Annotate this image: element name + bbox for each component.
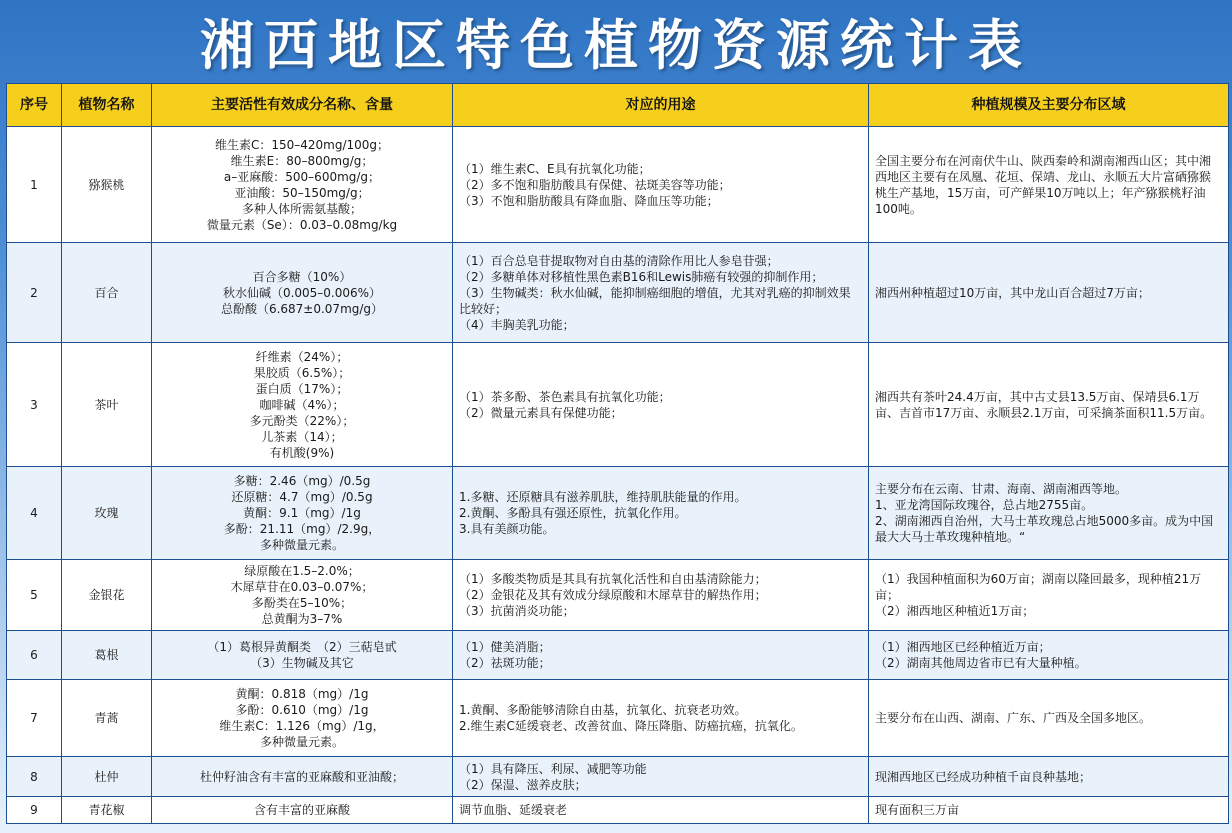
ingredients-cell [152, 757, 453, 797]
area-line: 湘西共有茶叶24.4万亩，其中古丈县13.5万亩、保靖县6.1万亩、吉首市17万亩、永顺县2.1万亩，可采摘茶面积11.5万亩。 [875, 389, 1213, 420]
row-number: 6 [7, 631, 62, 680]
area-line: （1）我国种植面积为60万亩；湖南以隆回最多，现种植21万亩； [875, 572, 1202, 602]
area-cell [869, 680, 1229, 757]
table-row [7, 680, 1229, 757]
header-ingredients: 主要活性有效成分名称、含量 [152, 84, 453, 127]
row-number: 9 [7, 797, 62, 824]
table-row [7, 797, 1229, 824]
ingredients-cell [152, 680, 453, 757]
ingredients-cell [152, 631, 453, 680]
ingredient-line: 多种人体所需氨基酸； [241, 201, 362, 216]
area-line: （2）湖南其他周边省市已有大量种植。 [875, 656, 1087, 670]
use-line: （2）祛斑功能； [459, 656, 551, 670]
uses-cell [453, 127, 869, 243]
table-row [7, 127, 1229, 243]
ingredient-line: 杜仲籽油含有丰富的亚麻酸和亚油酸； [199, 769, 404, 784]
uses-cell [453, 631, 869, 680]
plant-name: 猕猴桃 [62, 127, 152, 243]
use-line: （1）茶多酚、茶色素具有抗氧化功能； [459, 389, 671, 404]
ingredient-line: 多酚：21.11（mg）/2.9g， [223, 522, 381, 536]
area-cell [869, 797, 1229, 824]
area-line: 1、亚龙湾国际玫瑰谷，总占地2755亩。 [875, 498, 1094, 512]
area-cell [869, 757, 1229, 797]
area-line: 主要分布在云南、甘肃、海南、湖南湘西等地。 [875, 482, 1128, 496]
uses-cell [453, 467, 869, 560]
use-line: 2.黄酮、多酚具有强还原性，抗氧化作用。 [459, 506, 687, 520]
use-line: （1）百合总皂苷提取物对自由基的清除作用比人参皂苷强； [459, 253, 779, 268]
uses-cell [453, 560, 869, 631]
use-line: 1.黄酮、多酚能够清除自由基，抗氧化、抗衰老功效。 [459, 703, 747, 717]
plant-name: 玫瑰 [62, 467, 152, 560]
ingredients-cell [152, 343, 453, 467]
ingredient-line: 黄酮：9.1（mg）/1g [243, 506, 361, 520]
plant-name: 葛根 [62, 631, 152, 680]
uses-cell [453, 797, 869, 824]
header-uses: 对应的用途 [453, 84, 869, 127]
ingredient-line: 多元酚类（22%）； [249, 413, 355, 428]
ingredient-line: 秋水仙碱（0.005–0.006%） [222, 285, 382, 300]
page-title: 湘西地区特色植物资源统计表 [200, 13, 1032, 77]
ingredient-line: 百合多糖（10%） [252, 269, 352, 284]
ingredients-cell [152, 243, 453, 343]
area-line: 2、湖南湘西自治州，大马士革玫瑰总占地5000多亩。成为中国最大大马士革玫瑰种植地。“ [875, 514, 1214, 544]
ingredient-line: （3）生物碱及其它 [250, 656, 354, 670]
row-number: 2 [7, 243, 62, 343]
ingredient-line: 多种微量元素。 [259, 735, 344, 749]
use-line: （1）具有降压、利尿、减肥等功能 [459, 761, 647, 776]
plant-name: 金银花 [62, 560, 152, 631]
table-row [7, 560, 1229, 631]
table-row [7, 243, 1229, 343]
ingredient-line: 还原糖：4.7（mg）/0.5g [231, 490, 373, 504]
area-cell [869, 467, 1229, 560]
use-line: （1）健美消脂； [459, 640, 551, 654]
use-line: （1）维生素C、E具有抗氧化功能； [459, 161, 651, 176]
area-cell [869, 243, 1229, 343]
ingredient-line: 纤维素（24%）； [255, 349, 349, 364]
row-number: 3 [7, 343, 62, 467]
ingredients-cell [152, 797, 453, 824]
use-line: 3.具有美颜功能。 [459, 522, 555, 536]
area-line: 主要分布在山西、湖南、广东、广西及全国多地区。 [875, 711, 1152, 725]
header-area: 种植规模及主要分布区域 [869, 84, 1229, 127]
use-line: 2.维生素C延缓衰老、改善贫血、降压降脂、防癌抗癌，抗氧化。 [459, 719, 803, 733]
ingredient-line: 维生素C：150–420mg/100g； [214, 137, 390, 152]
ingredient-line: a–亚麻酸：500–600mg/g； [223, 169, 381, 184]
ingredients-cell [152, 127, 453, 243]
row-number: 1 [7, 127, 62, 243]
uses-cell [453, 680, 869, 757]
use-line: （2）多糖单体对移植性黑色素B16和Lewis肺癌有较强的抑制作用； [459, 269, 824, 284]
row-number: 4 [7, 467, 62, 560]
use-line: （2）多不饱和脂肪酸具有保健、祛斑美容等功能； [459, 177, 731, 192]
ingredient-line: 亚油酸：50–150mg/g； [234, 185, 370, 200]
row-number: 5 [7, 560, 62, 631]
use-line: （2）保湿、滋养皮肤； [459, 777, 587, 792]
ingredient-line: 维生素E：80–800mg/g； [230, 153, 374, 168]
use-line: （3）抗菌消炎功能； [459, 604, 575, 618]
table-row [7, 343, 1229, 467]
use-line: 调节血脂、延缓衰老 [459, 803, 568, 817]
ingredients-cell [152, 560, 453, 631]
area-cell [869, 127, 1229, 243]
use-line: （3）不饱和脂肪酸具有降血脂、降血压等功能； [459, 193, 719, 208]
plant-name: 杜仲 [62, 757, 152, 797]
table-row [7, 467, 1229, 560]
table-row [7, 631, 1229, 680]
ingredient-line: 总酚酸（6.687±0.07mg/g） [220, 301, 384, 316]
use-line: （2）微量元素具有保健功能； [459, 405, 623, 420]
ingredient-line: 多酚类在5–10%； [251, 596, 353, 610]
ingredient-line: 蛋白质（17%）； [255, 381, 349, 396]
area-cell [869, 631, 1229, 680]
ingredient-line: 多糖：2.46（mg）/0.5g [233, 474, 371, 488]
ingredient-line: 维生素C：1.126（mg）/1g， [219, 719, 385, 733]
area-line: （2）湘西地区种植近1万亩； [875, 604, 1035, 618]
ingredient-line: 黄酮：0.818（mg）/1g [235, 687, 369, 701]
use-line: （3）生物碱类：秋水仙碱，能抑制癌细胞的增值，尤其对乳癌的抑制效果比较好； [459, 285, 851, 316]
row-number: 8 [7, 757, 62, 797]
plant-name: 青花椒 [62, 797, 152, 824]
uses-cell [453, 343, 869, 467]
use-line: （1）多酸类物质是其具有抗氧化活性和自由基清除能力； [459, 572, 767, 586]
use-line: （2）金银花及其有效成分绿原酸和木犀草苷的解热作用； [459, 588, 767, 602]
ingredient-line: 果胶质（6.5%）； [253, 365, 351, 380]
plant-resource-table [6, 83, 1229, 824]
area-line: 现湘西地区已经成功种植千亩良种基地； [875, 769, 1092, 784]
plant-name: 茶叶 [62, 343, 152, 467]
ingredient-line: 总黄酮为3–7% [261, 612, 343, 626]
header-no: 序号 [7, 84, 62, 127]
ingredient-line: 有机酸(9%) [269, 445, 335, 460]
use-line: （4）丰胸美乳功能； [459, 317, 575, 332]
ingredient-line: 咖啡碱（4%）； [259, 397, 345, 412]
table-row [7, 757, 1229, 797]
table-header-row [7, 84, 1229, 127]
ingredient-line: 绿原酸在1.5–2.0%； [244, 564, 360, 578]
uses-cell [453, 757, 869, 797]
area-cell [869, 343, 1229, 467]
uses-cell [453, 243, 869, 343]
ingredient-line: （1）葛根异黄酮类 （2）三萜皂甙 [207, 640, 397, 654]
ingredient-line: 儿茶素（14）； [261, 429, 343, 444]
use-line: 1.多糖、还原糖具有滋养肌肤，维持肌肤能量的作用。 [459, 490, 747, 504]
area-line: 湘西州种植超过10万亩，其中龙山百合超过7万亩； [875, 285, 1150, 300]
header-plant-name: 植物名称 [62, 84, 152, 127]
ingredient-line: 多酚：0.610（mg）/1g [235, 703, 369, 717]
area-cell [869, 560, 1229, 631]
area-line: 现有面积三万亩 [875, 803, 960, 817]
area-line: （1）湘西地区已经种植近万亩； [875, 640, 1051, 654]
plant-name: 青蒿 [62, 680, 152, 757]
ingredient-line: 多种微量元素。 [259, 538, 344, 552]
ingredient-line: 微量元素（Se）：0.03–0.08mg/kg [206, 217, 398, 232]
row-number: 7 [7, 680, 62, 757]
plant-name: 百合 [62, 243, 152, 343]
ingredient-line: 含有丰富的亚麻酸 [253, 803, 350, 817]
ingredient-line: 木犀草苷在0.03–0.07%； [230, 580, 374, 594]
area-line: 全国主要分布在河南伏牛山、陕西秦岭和湖南湘西山区；其中湘西地区主要有在凤凰、花垣、保靖、龙山、永顺五大片富硒猕猴桃生产基地，15万亩，可产鲜果10万吨以上；年产猕猴桃籽油100吨。 [875, 153, 1212, 216]
ingredients-cell [152, 467, 453, 560]
